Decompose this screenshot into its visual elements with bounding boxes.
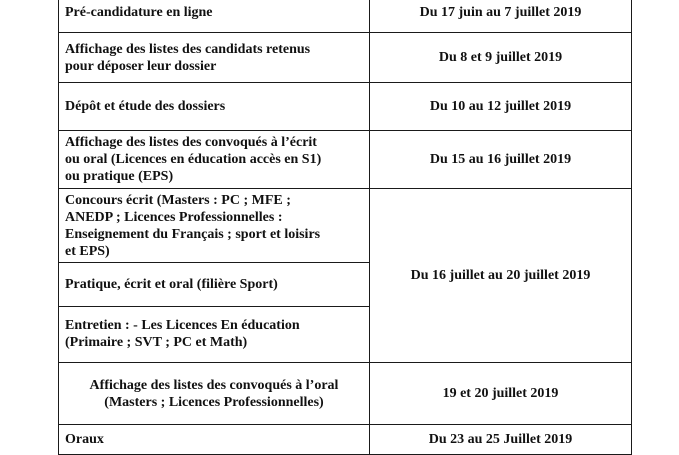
activity-text: ou oral (Licences en éducation accès en S1): [65, 152, 322, 167]
activity-text: Pré-candidature en ligne: [65, 5, 213, 20]
activity-text: (Masters ; Licences Professionnelles): [104, 394, 324, 410]
activity-text: Enseignement du Français ; sport et loisirs: [65, 226, 321, 242]
activity-cell: [59, 307, 370, 363]
activity-text: ANEDP ; Licences Professionnelles :: [65, 209, 283, 225]
date-text: Du 15 au 16 juillet 2019: [429, 152, 572, 167]
activity-text: Affichage des listes des convoqués à l’oral: [89, 377, 339, 393]
activity-text: et EPS): [65, 243, 110, 259]
table-row: [59, 425, 632, 455]
activity-cell: [59, 425, 370, 455]
activity-text: Dépôt et étude des dossiers: [65, 99, 226, 114]
date-text: Du 17 juin au 7 juillet 2019: [419, 5, 582, 20]
date-cell: [370, 425, 632, 455]
date-cell: [370, 131, 632, 189]
activity-text: ou pratique (EPS): [65, 169, 174, 184]
date-text: 19 et 20 juillet 2019: [442, 386, 559, 401]
date-cell: [370, 0, 632, 33]
table-row: [59, 83, 632, 131]
activity-text: Affichage des listes des candidats retenus: [65, 41, 311, 57]
schedule-table: [58, 0, 632, 455]
activity-cell: [59, 263, 370, 307]
activity-cell: [59, 83, 370, 131]
date-text: Du 8 et 9 juillet 2019: [438, 50, 563, 65]
table-row: [59, 363, 632, 425]
activity-cell: [59, 131, 370, 189]
activity-text: Affichage des listes des convoqués à l’écrit: [65, 135, 317, 150]
date-text: Du 23 au 25 Juillet 2019: [428, 432, 573, 447]
table-row: [59, 189, 632, 263]
activity-text: (Primaire ; SVT ; PC et Math): [65, 334, 248, 350]
activity-cell: [59, 363, 370, 425]
table-row: [59, 131, 632, 189]
activity-text: Entretien : - Les Licences En éducation: [65, 317, 300, 333]
date-cell: [370, 189, 632, 363]
date-cell: [370, 363, 632, 425]
date-cell: [370, 33, 632, 83]
activity-text: Oraux: [65, 432, 104, 447]
activity-cell: [59, 0, 370, 33]
date-cell: [370, 83, 632, 131]
date-text: Du 10 au 12 juillet 2019: [429, 99, 572, 114]
activity-text: pour déposer leur dossier: [65, 58, 217, 74]
activity-cell: [59, 33, 370, 83]
table-row: [59, 33, 632, 83]
activity-cell: [59, 189, 370, 263]
date-text: Du 16 juillet au 20 juillet 2019: [410, 268, 591, 283]
activity-text: Pratique, écrit et oral (filière Sport): [65, 277, 278, 292]
table-row: [59, 0, 632, 33]
activity-text: Concours écrit (Masters : PC ; MFE ;: [65, 192, 291, 208]
